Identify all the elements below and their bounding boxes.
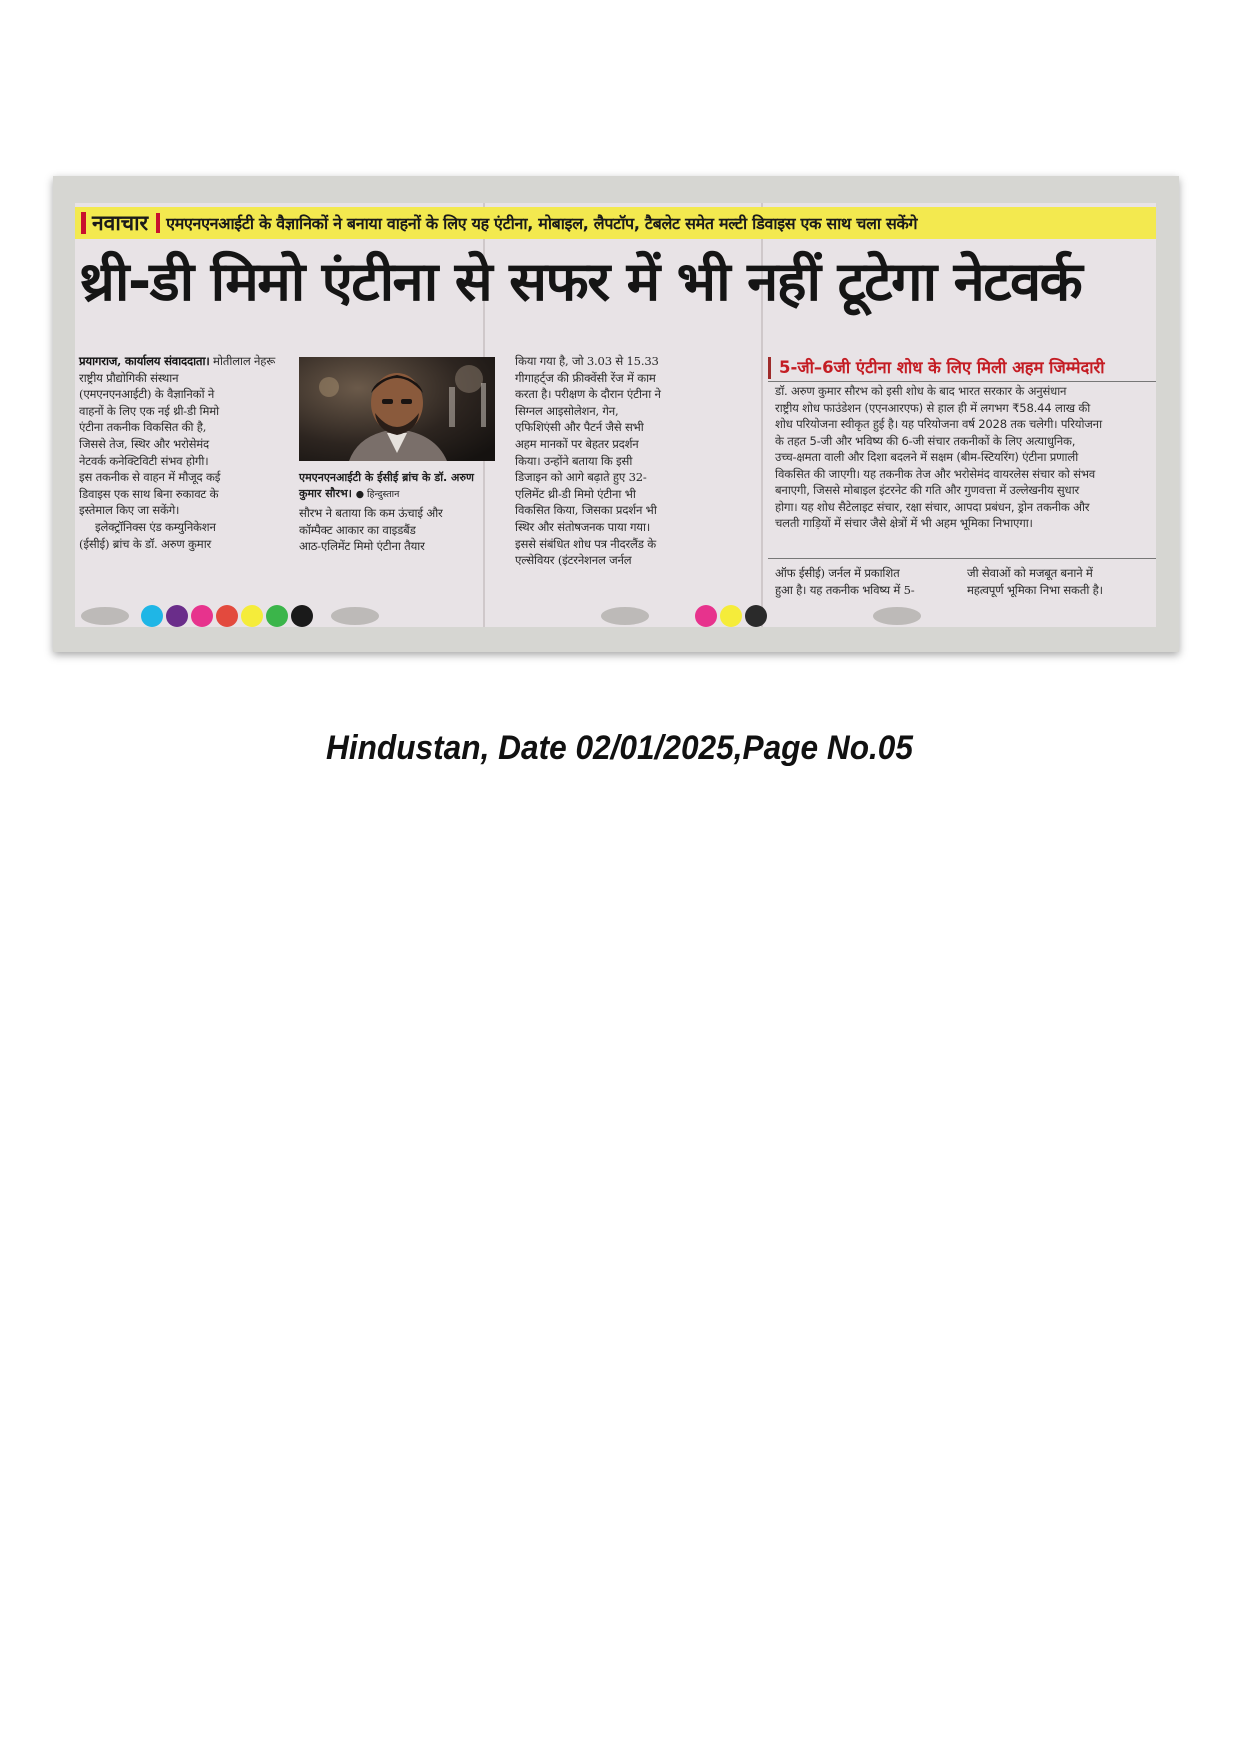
text-line: किया। उन्होंने बताया कि इसी xyxy=(515,453,633,468)
column-2 xyxy=(299,505,499,555)
photo-credit: ● हिन्दुस्तान xyxy=(355,489,400,500)
text-line: सिग्नल आइसोलेशन, गेन, xyxy=(515,403,619,418)
text-line: सौरभ ने बताया कि कम ऊंचाई और xyxy=(299,506,443,520)
text-line: चलती गाड़ियों में संचार जैसे क्षेत्रों में भी अहम भूमिका निभाएगा। xyxy=(775,516,1033,530)
dateline: प्रयागराज, कार्यालय संवाददाता। मोतीलाल नेहरू xyxy=(79,354,276,368)
photo-caption xyxy=(299,470,495,503)
text-line: बनाएगी, जिससे मोबाइल इंटरनेट की गति और गुणवत्ता में उल्लेखनीय सुधार xyxy=(775,483,1080,497)
text-line: एलिमेंट थ्री-डी मिमो एंटीना भी xyxy=(515,486,636,501)
text-line: (ईसीई) ब्रांच के डॉ. अरुण कुमार xyxy=(79,536,212,551)
text-line: राष्ट्रीय प्रौद्योगिकी संस्थान xyxy=(79,370,179,385)
text-line: एल्सेवियर (इंटरनेशनल जर्नल xyxy=(515,553,632,568)
color-dot-yellow xyxy=(241,605,263,627)
text-line: नेटवर्क कनेक्टिविटी संभव होगी। xyxy=(79,453,209,468)
strap-banner xyxy=(75,207,1156,239)
print-registration-marks xyxy=(75,607,1156,627)
text-line: जिससे तेज, स्थिर और भरोसेमंद xyxy=(79,436,209,451)
text-line: इलेक्ट्रॉनिक्स एंड कम्युनिकेशन xyxy=(95,519,216,534)
text-line: जी सेवाओं को मजबूत बनाने में xyxy=(967,566,1093,580)
color-dot-cyan xyxy=(141,605,163,627)
color-dot-violet xyxy=(166,605,188,627)
text-line: गीगाहर्ट्ज की फ्रीक्वेंसी रेंज में काम xyxy=(515,370,656,385)
color-dot-black xyxy=(291,605,313,627)
text-line: किया गया है, जो 3.03 से 15.33 xyxy=(515,354,659,368)
strap-text: एमएनएनआईटी के वैज्ञानिकों ने बनाया वाहनों के लिए यह एंटीना, मोबाइल, लैपटॉप, टैबलेट समेत मल्टी डिवाइस एक साथ चला सकेंगे xyxy=(166,214,918,233)
box-body xyxy=(775,383,1151,532)
registration-oval xyxy=(81,607,129,625)
color-dot-green xyxy=(266,605,288,627)
clipping-frame xyxy=(53,176,1179,652)
text-line: उच्च-क्षमता वाली और दिशा बदलने में सक्षम (बीम-स्टियरिंग) एंटीना प्रणाली xyxy=(775,450,1079,464)
registration-oval xyxy=(601,607,649,625)
column-1 xyxy=(79,353,287,552)
text-line: राष्ट्रीय शोध फाउंडेशन (एएनआरएफ) से हाल ही में लगभग ₹58.44 लाख की xyxy=(775,400,1091,415)
text-line: होगा। यह शोध सैटेलाइट संचार, रक्षा संचार, आपदा प्रबंधन, ड्रोन तकनीक और xyxy=(775,499,1090,514)
box-rule-bottom xyxy=(768,558,1156,559)
source-caption: Hindustan, Date 02/01/2025,Page No.05 xyxy=(325,729,913,767)
text-line: हुआ है। यह तकनीक भविष्य में 5- xyxy=(775,582,915,597)
text-line: डॉ. अरुण कुमार सौरभ को इसी शोध के बाद भारत सरकार के अनुसंधान xyxy=(775,384,1067,398)
column-3 xyxy=(515,353,755,569)
color-dot-magenta xyxy=(191,605,213,627)
text-line: विकसित की जाएगी। यह तकनीक तेज और भरोसेमंद वायरलेस संचार को संभव xyxy=(775,466,1096,481)
registration-oval xyxy=(331,607,379,625)
text-line: ऑफ ईसीई) जर्नल में प्रकाशित xyxy=(775,566,900,580)
newspaper-clipping xyxy=(75,203,1156,627)
text-line: वाहनों के लिए एक नई थ्री-डी मिमो xyxy=(79,403,219,418)
color-dot-yellow xyxy=(720,605,742,627)
color-dot-magenta xyxy=(695,605,717,627)
text-line: इससे संबंधित शोध पत्र नीदरलैंड के xyxy=(515,536,656,551)
box-heading: 5-जी–6जी एंटीना शोध के लिए मिली अहम जिम्मेदारी xyxy=(768,357,1156,379)
text-line: करता है। परीक्षण के दौरान एंटीना ने xyxy=(515,387,661,402)
text-line: के तहत 5-जी और भविष्य की 6-जी संचार तकनीकों के लिए अत्याधुनिक, xyxy=(775,433,1076,448)
text-line: डिजाइन को आगे बढ़ाते हुए 32- xyxy=(515,470,647,485)
text-line: शोध परियोजना स्वीकृत हुई है। यह परियोजना वर्ष 2028 तक चलेगी। परियोजना xyxy=(775,417,1102,431)
box-rule-top xyxy=(768,381,1156,382)
headline: थ्री-डी मिमो एंटीना से सफर में भी नहीं टूटेगा नेटवर्क xyxy=(79,250,1082,313)
text-line: एफिशिएंसी और पैटर्न जैसे सभी xyxy=(515,420,644,435)
text-line: स्थिर और संतोषजनक पाया गया। xyxy=(515,519,651,534)
text-line: महत्वपूर्ण भूमिका निभा सकती है। xyxy=(967,582,1103,597)
text-line: आठ-एलिमेंट मिमो एंटीना तैयार xyxy=(299,539,425,554)
kicker-label: नवाचार xyxy=(92,211,149,235)
text-line: विकसित किया, जिसका प्रदर्शन भी xyxy=(515,503,657,518)
text-line: अहम मानकों पर बेहतर प्रदर्शन xyxy=(515,436,639,451)
text-line: कॉम्पैक्ट आकार का वाइडबैंड xyxy=(299,522,416,537)
text-line: इस तकनीक से वाहन में मौजूद कई xyxy=(79,470,221,485)
portrait-photo xyxy=(299,357,495,461)
portrait-image xyxy=(299,357,495,461)
registration-oval xyxy=(873,607,921,625)
color-dot-red xyxy=(216,605,238,627)
column-4 xyxy=(775,565,955,598)
text-line: इस्तेमाल किए जा सकेंगे। xyxy=(79,503,180,518)
text-line: (एमएनएनआईटी) के वैज्ञानिकों ने xyxy=(79,387,215,402)
text-line: एंटीना तकनीक विकसित की है, xyxy=(79,420,207,435)
caption-text: एमएनएनआईटी के ईसीई ब्रांच के डॉ. अरुण कुमार सौरभ। xyxy=(299,471,474,500)
color-dot-black xyxy=(745,605,767,627)
column-5 xyxy=(967,565,1153,598)
text-line: डिवाइस एक साथ बिना रुकावट के xyxy=(79,486,219,501)
